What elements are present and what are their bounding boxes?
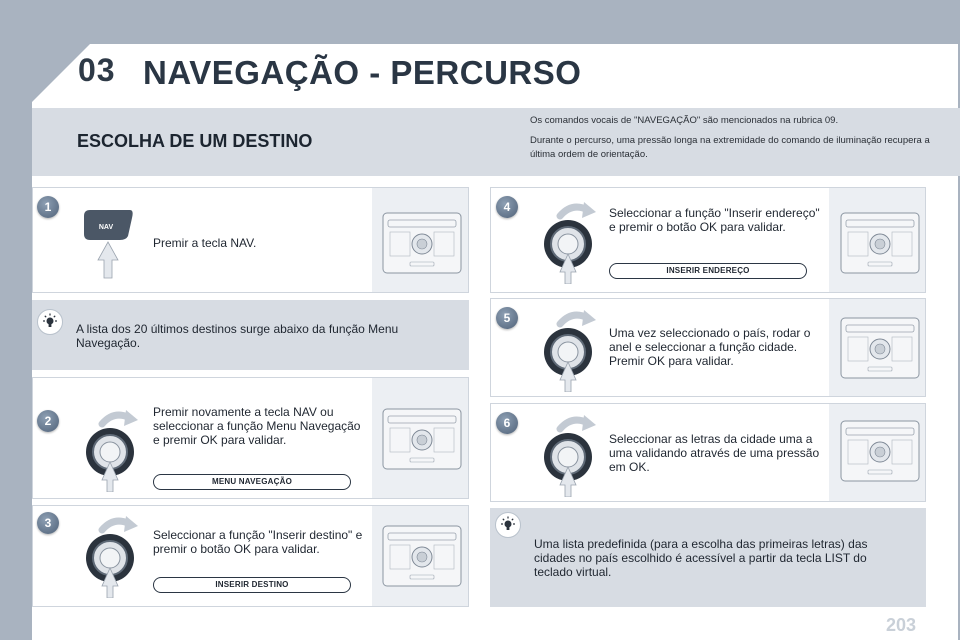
intro-paragraph: Durante o percurso, uma pressão longa na extremidade do comando de iluminação recupera a última ordem de orientação. — [530, 135, 930, 160]
page-title: NAVEGAÇÃO - PERCURSO — [143, 54, 582, 91]
step-badge: 4 — [496, 196, 518, 218]
lightbulb-icon — [495, 512, 521, 538]
page-number: 203 — [885, 615, 916, 635]
step-badge: 1 — [37, 196, 59, 218]
radio-unit-icon — [382, 408, 462, 470]
inserir-endereco-button[interactable]: INSERIR ENDEREÇO — [609, 263, 807, 279]
radio-unit-icon — [840, 420, 920, 482]
nav-key-label: NAV — [98, 224, 114, 231]
rotary-knob-icon — [80, 512, 140, 598]
step-text: Seleccionar as letras da cidade uma a uma validando através de uma pressão em OK. — [609, 432, 820, 474]
rotary-knob-icon — [80, 406, 140, 492]
radio-unit-icon — [382, 212, 462, 274]
rotary-knob-icon — [538, 198, 598, 284]
rotary-knob-icon — [538, 306, 598, 392]
radio-unit-icon — [382, 525, 462, 587]
nav-key-icon — [80, 208, 136, 280]
inserir-destino-button[interactable]: INSERIR DESTINO — [153, 577, 351, 593]
note-text: A lista dos 20 últimos destinos surge abaixo da função Menu Navegação. — [76, 322, 399, 350]
radio-unit-icon — [840, 317, 920, 379]
step-text: Seleccionar a função "Inserir endereço" e premir o botão OK para validar. — [609, 206, 820, 234]
lightbulb-icon — [37, 309, 63, 335]
step-badge: 5 — [496, 307, 518, 329]
radio-unit-icon — [840, 212, 920, 274]
step-badge: 2 — [37, 410, 59, 432]
step-badge: 6 — [496, 412, 518, 434]
step-badge: 3 — [37, 512, 59, 534]
intro-text — [530, 114, 930, 168]
step-text: Premir novamente a tecla NAV ou seleccionar a função Menu Navegação e premir OK para validar. — [153, 405, 361, 447]
chapter-number: 03 — [78, 52, 116, 88]
note-text: Uma lista predefinida (para a escolha das primeiras letras) das cidades no país escolhido é acessível a partir da tecla LIST do teclado virtual. — [534, 537, 868, 579]
step-text: Uma vez seleccionado o país, rodar o anel e seleccionar a função cidade. Premir OK para validar. — [609, 326, 811, 368]
step-text: Premir a tecla NAV. — [153, 236, 257, 250]
step-text: Seleccionar a função "Inserir destino" e premir o botão OK para validar. — [153, 528, 363, 556]
rotary-knob-icon — [538, 411, 598, 497]
intro-paragraph: Os comandos vocais de "NAVEGAÇÃO" são mencionados na rubrica 09. — [530, 115, 839, 126]
section-title: ESCOLHA DE UM DESTINO — [77, 131, 313, 151]
menu-navegacao-button[interactable]: MENU NAVEGAÇÃO — [153, 474, 351, 490]
